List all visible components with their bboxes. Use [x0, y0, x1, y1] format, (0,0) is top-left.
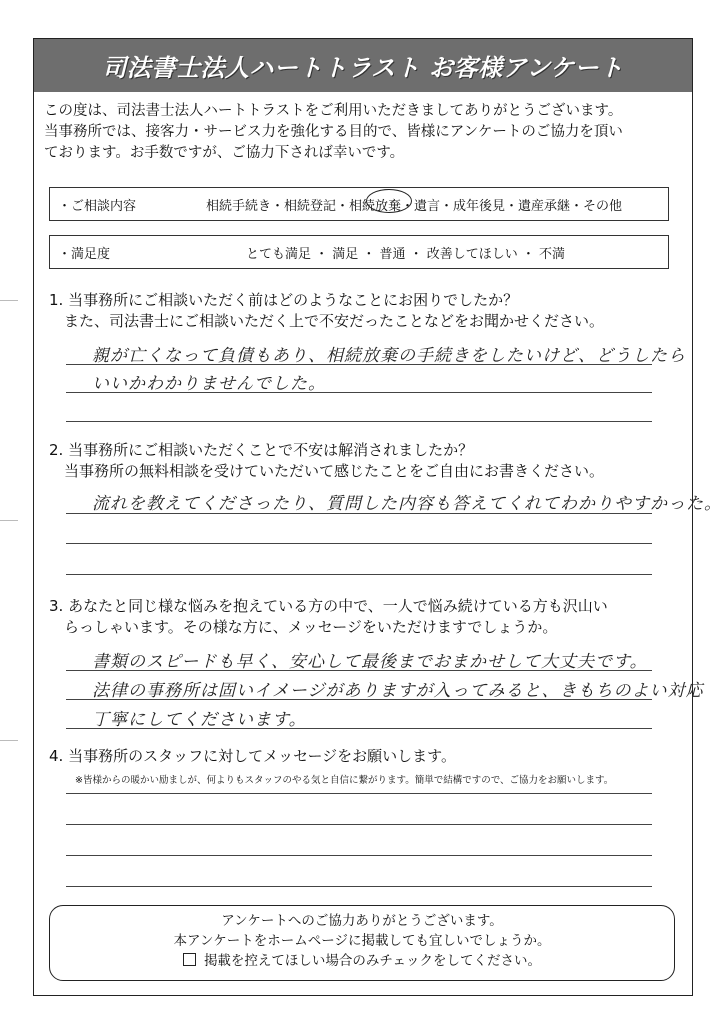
question-1	[49, 290, 604, 332]
answer-handwriting: いいかわかりませんでした。	[92, 374, 326, 394]
question-text: らっしゃいます。その様な方に、メッセージをいただけますでしょうか。	[64, 618, 558, 636]
question-3	[49, 596, 608, 638]
answer-line	[66, 364, 652, 365]
question-text: 2. 当事務所にご相談いただくことで不安は解消されましたか？	[49, 441, 474, 459]
footer-thanks: アンケートへのご協力ありがとうございます。	[221, 913, 503, 929]
consult-label: ・ご相談内容	[58, 198, 137, 214]
footer-checkbox-row[interactable]	[50, 951, 674, 971]
satisfaction-label: ・満足度	[58, 246, 111, 262]
answer-line	[66, 543, 652, 544]
consult-options[interactable]: 相続手続き・相続登記・相続放棄・遺言・成年後見・遺産承継・その他	[206, 198, 623, 214]
consult-box	[49, 187, 669, 221]
question-text: また、司法書士にご相談いただく上で不安だったことなどをお聞かせください。	[64, 312, 605, 330]
intro-text	[44, 101, 684, 164]
selected-circle	[366, 189, 412, 213]
question-text: 3. あなたと同じ様な悩みを抱えている方の中で、一人で悩み続けている方も沢山い	[49, 597, 608, 615]
answer-line	[66, 513, 652, 514]
margin-mark	[0, 300, 18, 301]
answer-handwriting: 書類のスピードも早く、安心して最後までおまかせして大丈夫です。	[92, 652, 648, 672]
satisfaction-box	[49, 235, 669, 269]
answer-handwriting: 親が亡くなって負債もあり、相続放棄の手続きをしたいけど、どうしたら	[92, 346, 686, 366]
answer-line	[66, 699, 652, 700]
answer-line	[66, 574, 652, 575]
question-2	[49, 440, 604, 482]
answer-handwriting: 法律の事務所は固いイメージがありますが入ってみると、きもちのよい対応	[92, 681, 704, 701]
question-4	[49, 746, 456, 767]
satisfaction-options[interactable]: とても満足 ・ 満足 ・ 普通 ・ 改善してほしい ・ 不満	[246, 246, 566, 262]
form-frame	[33, 38, 693, 996]
answer-line	[66, 392, 652, 393]
footer-question: 本アンケートをホームページに掲載しても宜しいでしょうか。	[173, 933, 551, 949]
footer-box	[49, 905, 675, 981]
answer-line	[66, 670, 652, 671]
question-text: 当事務所の無料相談を受けていただいて感じたことをご自由にお書きください。	[64, 462, 605, 480]
answer-line	[66, 824, 652, 825]
answer-line	[66, 855, 652, 856]
answer-handwriting: 丁寧にしてくださいます。	[92, 710, 307, 730]
publish-opt-out-checkbox[interactable]	[183, 953, 196, 966]
answer-line	[66, 421, 652, 422]
form-title: 司法書士法人ハートトラスト お客様アンケート	[34, 39, 692, 92]
question-note: ※皆様からの暖かい励ましが、何よりもスタッフのやる気と自信に繋がります。簡単で結構ですので、ご協力をお願いします。	[75, 775, 614, 786]
margin-mark	[0, 520, 18, 521]
answer-line	[66, 728, 652, 729]
checkbox-label: 掲載を控えてほしい場合のみチェックをしてください。	[203, 953, 542, 969]
margin-mark	[0, 740, 18, 741]
intro-line: ております。お手数ですが、ご協力下されば幸いです。	[44, 145, 405, 161]
answer-line	[66, 886, 652, 887]
answer-handwriting: 流れを教えてくださったり、質問した内容も答えてくれてわかりやすかった。	[92, 494, 722, 514]
answer-line	[66, 793, 652, 794]
question-text: 1. 当事務所にご相談いただく前はどのようなことにお困りでしたか？	[49, 291, 519, 309]
intro-line: この度は、司法書士法人ハートトラストをご利用いただきましてありがとうございます。	[44, 103, 623, 119]
question-text: 4. 当事務所のスタッフに対してメッセージをお願いします。	[49, 747, 456, 765]
intro-line: 当事務所では、接客力・サービス力を強化する目的で、皆様にアンケートのご協力を頂い	[44, 124, 623, 140]
